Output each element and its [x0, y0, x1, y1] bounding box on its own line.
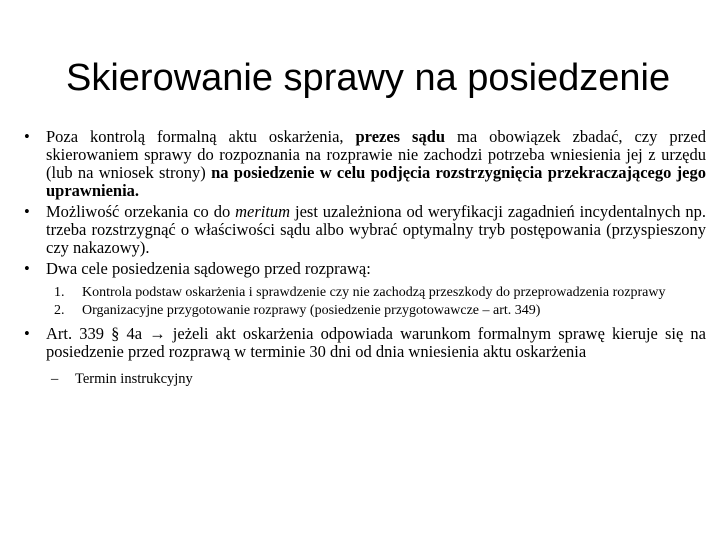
- sub-bullet-item: [24, 371, 706, 388]
- sub-bullet-text: Termin instrukcyjny: [75, 371, 193, 387]
- bullet-item: [24, 128, 706, 200]
- bullet-text: Poza kontrolą formalną aktu oskarżenia,: [46, 127, 356, 146]
- italic-text: meritum: [235, 202, 291, 221]
- bold-text: na posiedzenie w celu podjęcia rozstrzygnięcia przekraczającego jego uprawnienia.: [46, 163, 706, 200]
- bullet-icon: •: [24, 202, 30, 221]
- dash-icon: –: [51, 371, 59, 387]
- bullet-text: Możliwość orzekania co do: [46, 202, 236, 221]
- bullet-text: Dwa cele posiedzenia sądowego przed rozprawą:: [46, 259, 371, 278]
- bullet-item: [24, 203, 706, 257]
- bullet-icon: •: [24, 259, 30, 278]
- item-number: 2.: [54, 303, 65, 318]
- bullet-text: Art. 339 § 4a: [46, 324, 150, 343]
- bullet-item: [24, 260, 706, 278]
- item-text: Kontrola podstaw oskarżenia i sprawdzenie czy nie zachodzą przeszkody do przeprowadzenia rozprawy: [82, 285, 666, 300]
- slide-title: Skierowanie sprawy na posiedzenie: [66, 57, 671, 99]
- bullet-item: [24, 325, 706, 361]
- bold-text: prezes sądu: [355, 127, 446, 146]
- bullet-text: ma obowiązek zbadać, czy przed skierowaniem sprawy do rozpoznania na rozprawie nie zachodzi potrzeba wniesienia jej z urzędu (lub na wniosek strony): [46, 127, 706, 182]
- bullet-icon: •: [24, 324, 30, 343]
- bullet-text: jeżeli akt oskarżenia odpowiada warunkom formalnym sprawę kieruje się na posiedzenie przed rozprawą w terminie 30 dni od dnia wniesienia aktu oskarżenia: [46, 324, 706, 361]
- item-text: Organizacyjne przygotowanie rozprawy (posiedzenie przygotowawcze – art. 349): [82, 303, 541, 318]
- numbered-item: [24, 285, 706, 301]
- bullet-icon: •: [24, 127, 30, 146]
- numbered-item: [24, 303, 706, 319]
- slide-content: [24, 128, 706, 388]
- bullet-text: jest uzależniona od weryfikacji zagadnień incydentalnych np. trzeba rozstrzygnąć o właściwości sądu albo wybrać optymalny tryb postępowania (przyspieszony czy nakazowy).: [46, 202, 706, 257]
- item-number: 1.: [54, 285, 65, 300]
- arrow-icon: →: [149, 324, 166, 343]
